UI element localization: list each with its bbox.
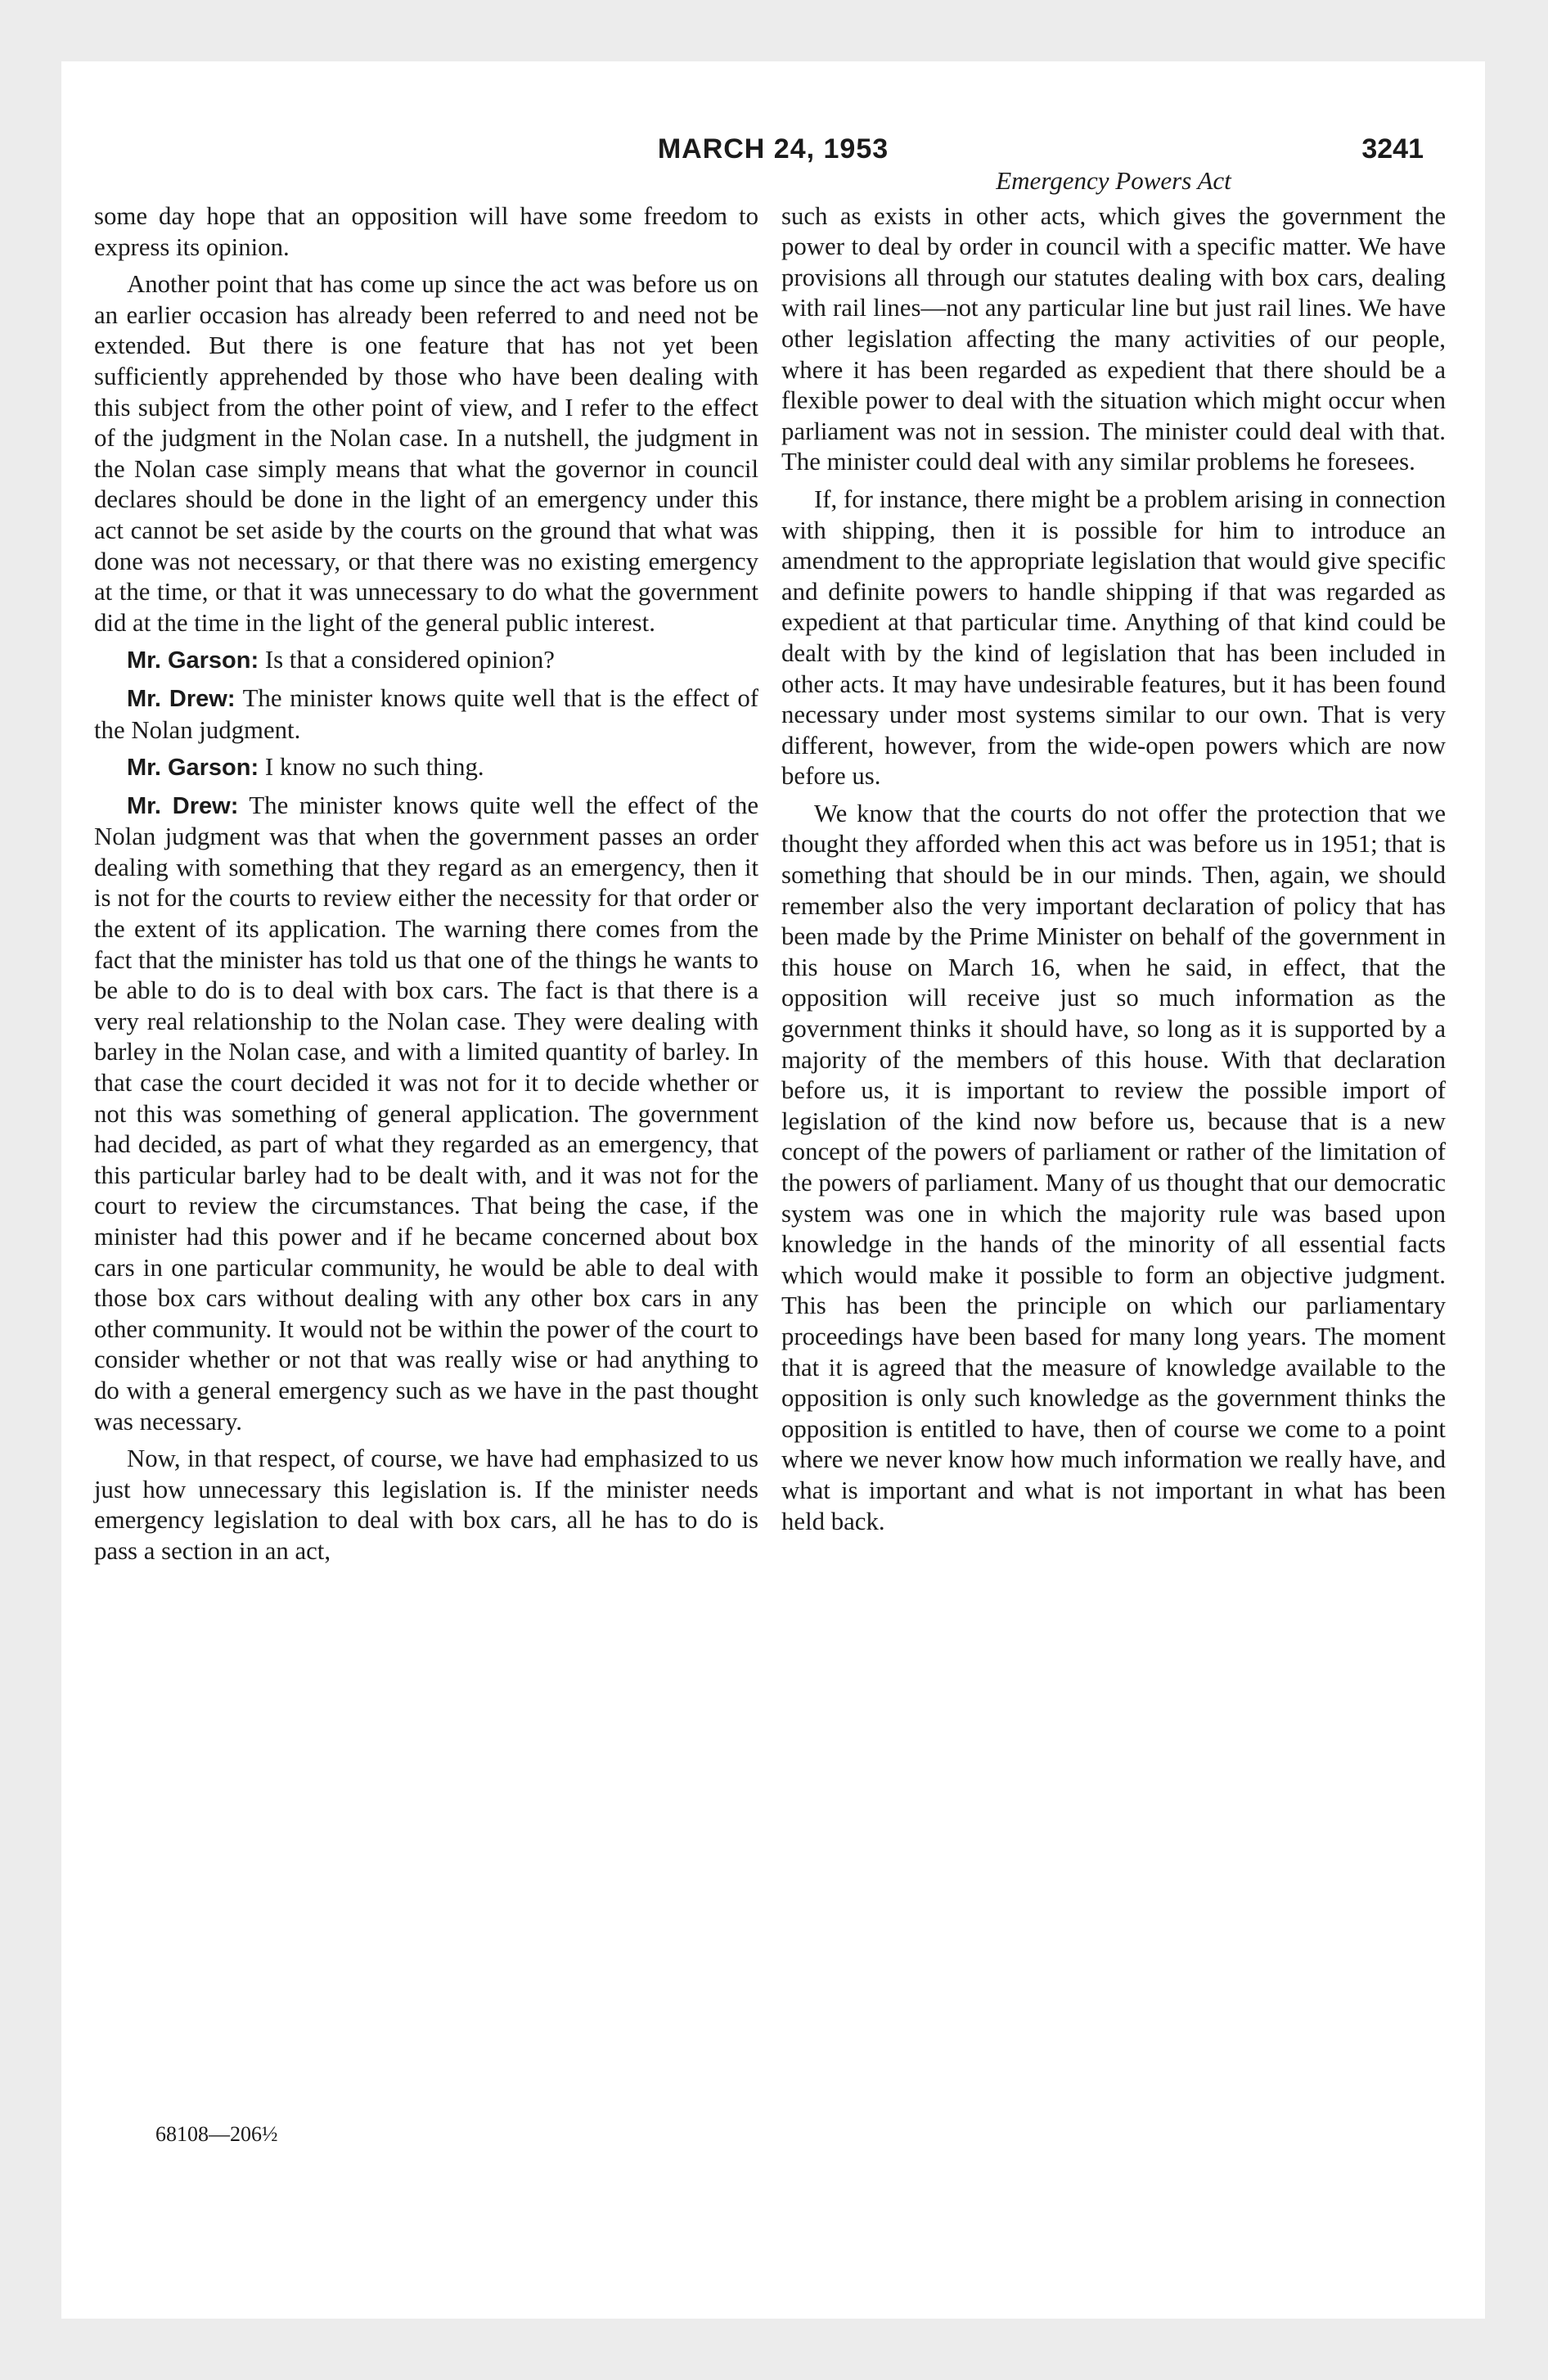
header-date: MARCH 24, 1953 <box>657 133 889 165</box>
speech-text: The minister knows quite well the effect of the Nolan judgment was that when the government passes an order dealing with something that they regard as an emergency, then it is not for the courts to review either the necessity for that order or the extent of its application. The warning there comes from the fact that the minister has told us that one of the things he wants to be able to do is to deal with box cars. The fact is that there is a very real relationship to the Nolan case. They were dealing with barley in the Nolan case, and with a limited quantity of barley. In that case the court decided it was not for it to decide whether or not this was something of general application. The government had decided, as part of what they regarded as an emergency, that this particular barley had to be dealt with, and it was not for the court to review the circumstances. That being the case, if the minister had this power and if he became concerned about box cars in one particular community, he would be able to deal with those box cars without dealing with any other box cars in any other community. It would not be within the power of the court to consider whether or not that was really wise or had anything to do with a general emergency such as we have in the past thought was necessary. <box>94 791 758 1436</box>
section-title: Emergency Powers Act <box>996 166 1231 195</box>
speech-text: Is that a considered opinion? <box>264 646 555 674</box>
speech <box>94 752 758 784</box>
paragraph: some day hope that an opposition will have some freedom to express its opinion. <box>94 202 758 261</box>
page-number: 3241 <box>1361 133 1424 165</box>
right-column <box>781 165 1446 1544</box>
paragraph: Another point that has come up since the act was before us on an earlier occasion has already been referred to and need not be extended. But there is one feature that has not yet been sufficiently apprehended by those who have been dealing with this subject from the other point of view, and I refer to the effect of the judgment in the Nolan case. In a nutshell, the judgment in the Nolan case simply means that what the governor in council declares should be done in the light of an emergency under this act cannot be set aside by the courts on the ground that what was done was not necessary, or that there was no existing emergency at the time, or that it was unnecessary to do what the government did at the time in the light of the general public interest. <box>94 270 758 637</box>
paragraph: such as exists in other acts, which gives the government the power to deal by order in council with a specific matter. We have provisions all through our statutes dealing with box cars, dealing with rail lines—not any particular line but just rail lines. We have other legislation affecting the many activities of our people, where it has been regarded as expedient that there should be a flexible power to deal with the situation which might occur when parliament was not in session. The minister could deal with that. The minister could deal with any similar problems he foresees. <box>781 201 1446 476</box>
speech <box>94 683 758 746</box>
speaker-name: Mr. Drew: <box>127 792 239 819</box>
speaker-name: Mr. Garson: <box>127 755 259 782</box>
footer-code: 68108—206½ <box>155 2122 278 2146</box>
speaker-name: Mr. Drew: <box>127 685 236 712</box>
left-column <box>94 201 758 1574</box>
speech <box>94 791 758 1437</box>
paragraph: If, for instance, there might be a problem arising in connection with shipping, then it is possible for him to introduce an amendment to the appropriate legislation that would give specific and definite powers to handle shipping if that was regarded as expedient at that particular time. Anything of that kind could be dealt with by the kind of legislation that has been included in other acts. It may have undesirable features, but it has been found necessary under most systems similar to our own. That is very different, however, from the wide-open powers which are now before us. <box>781 485 1446 791</box>
paragraph: We know that the courts do not offer the protection that we thought they afforded when this act was before us in 1951; that is something that should be in our minds. Then, again, we should remember also the very important declaration of policy that has been made by the Prime Minister on behalf of the government in this house on March 16, when he said, in effect, that the opposition will receive just so much information as the government thinks it should have, so long as it is supported by a majority of the members of this house. With that declaration before us, it is important to review the possible import of legislation of the kind now before us, because that is a new concept of the powers of parliament or rather of the limitation of the powers of parliament. Many of us thought that our democratic system was one in which the majority rule was based upon knowledge in the hands of the minority of all essential facts which would make it possible to form an objective judgment. This has been the principle on which our parliamentary proceedings have been based for many long years. The moment that it is agreed that the measure of knowledge available to the opposition is only such knowledge as the government thinks the opposition is entitled to have, then of course we come to a point where we never know how much information we really have, and what is important and what is not important in what has been held back. <box>781 799 1446 1535</box>
speech-text: The minister knows quite well that is the effect of the Nolan judgment. <box>94 683 758 744</box>
speech-text: I know no such thing. <box>264 753 484 782</box>
document-page <box>61 61 1485 2319</box>
paragraph: Now, in that respect, of course, we have had emphasized to us just how unnecessary this legislation is. If the minister needs emergency legislation to deal with box cars, all he has to do is pass a section in an act, <box>94 1445 758 1565</box>
speaker-name: Mr. Garson: <box>127 647 259 674</box>
speech <box>94 645 758 677</box>
